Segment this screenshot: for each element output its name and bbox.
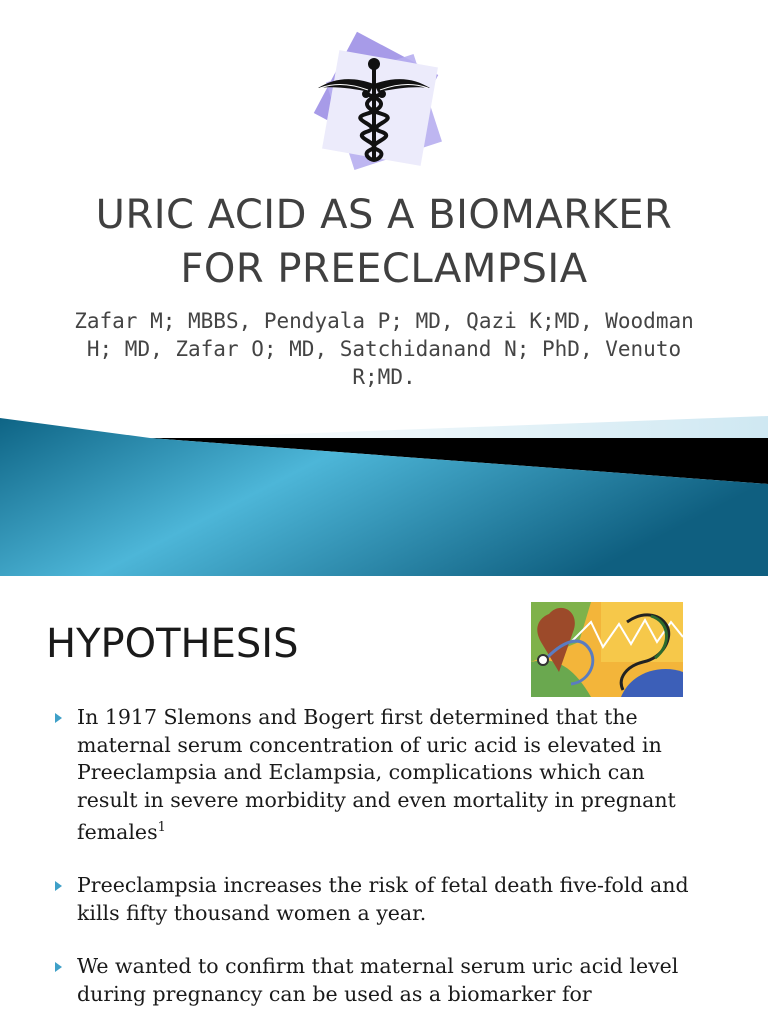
bullet-line: maternal serum concentration of uric acid is elevated in — [77, 732, 662, 757]
bullet-line — [77, 814, 732, 846]
heart-stethoscope-icon — [531, 602, 683, 697]
author-list — [50, 307, 718, 391]
bullet-line: result in severe morbidity and even mortality in pregnant — [77, 787, 676, 812]
list-item — [52, 872, 732, 927]
bullet-arrow-icon — [55, 713, 62, 723]
author-line-3: R;MD. — [352, 365, 416, 389]
title-line-1: URIC ACID AS A BIOMARKER — [95, 192, 673, 238]
list-item — [52, 953, 732, 1008]
list-item — [52, 704, 732, 846]
bullet-arrow-icon — [55, 881, 62, 891]
caduceus-icon — [300, 28, 452, 180]
title-line-2: FOR PREECLAMPSIA — [180, 246, 588, 292]
bullet-arrow-icon — [55, 962, 62, 972]
bullet-line: In 1917 Slemons and Bogert first determined that the — [77, 705, 638, 729]
hypothesis-bullets — [52, 704, 732, 1024]
bullet-line: kills fifty thousand women a year. — [77, 900, 427, 925]
author-line-1: Zafar M; MBBS, Pendyala P; MD, Qazi K;MD, Woodman — [74, 309, 694, 333]
decorative-wave-band — [0, 412, 768, 576]
bullet-line: We wanted to confirm that maternal serum uric acid level — [77, 954, 679, 979]
presentation-title — [0, 188, 768, 296]
slide-heading: HYPOTHESIS — [46, 621, 299, 667]
author-line-2: H; MD, Zafar O; MD, Satchidanand N; PhD, Venuto — [86, 337, 682, 361]
bullet-line-text: females — [77, 819, 158, 844]
bullet-line: Preeclampsia increases the risk of fetal death five-fold and — [77, 873, 689, 898]
bullet-line: during pregnancy can be used as a biomarker for — [77, 981, 592, 1006]
footnote-marker: 1 — [157, 820, 166, 835]
bullet-line: Preeclampsia and Eclampsia, complications which can — [77, 760, 645, 784]
hypothesis-slide — [0, 576, 768, 1024]
